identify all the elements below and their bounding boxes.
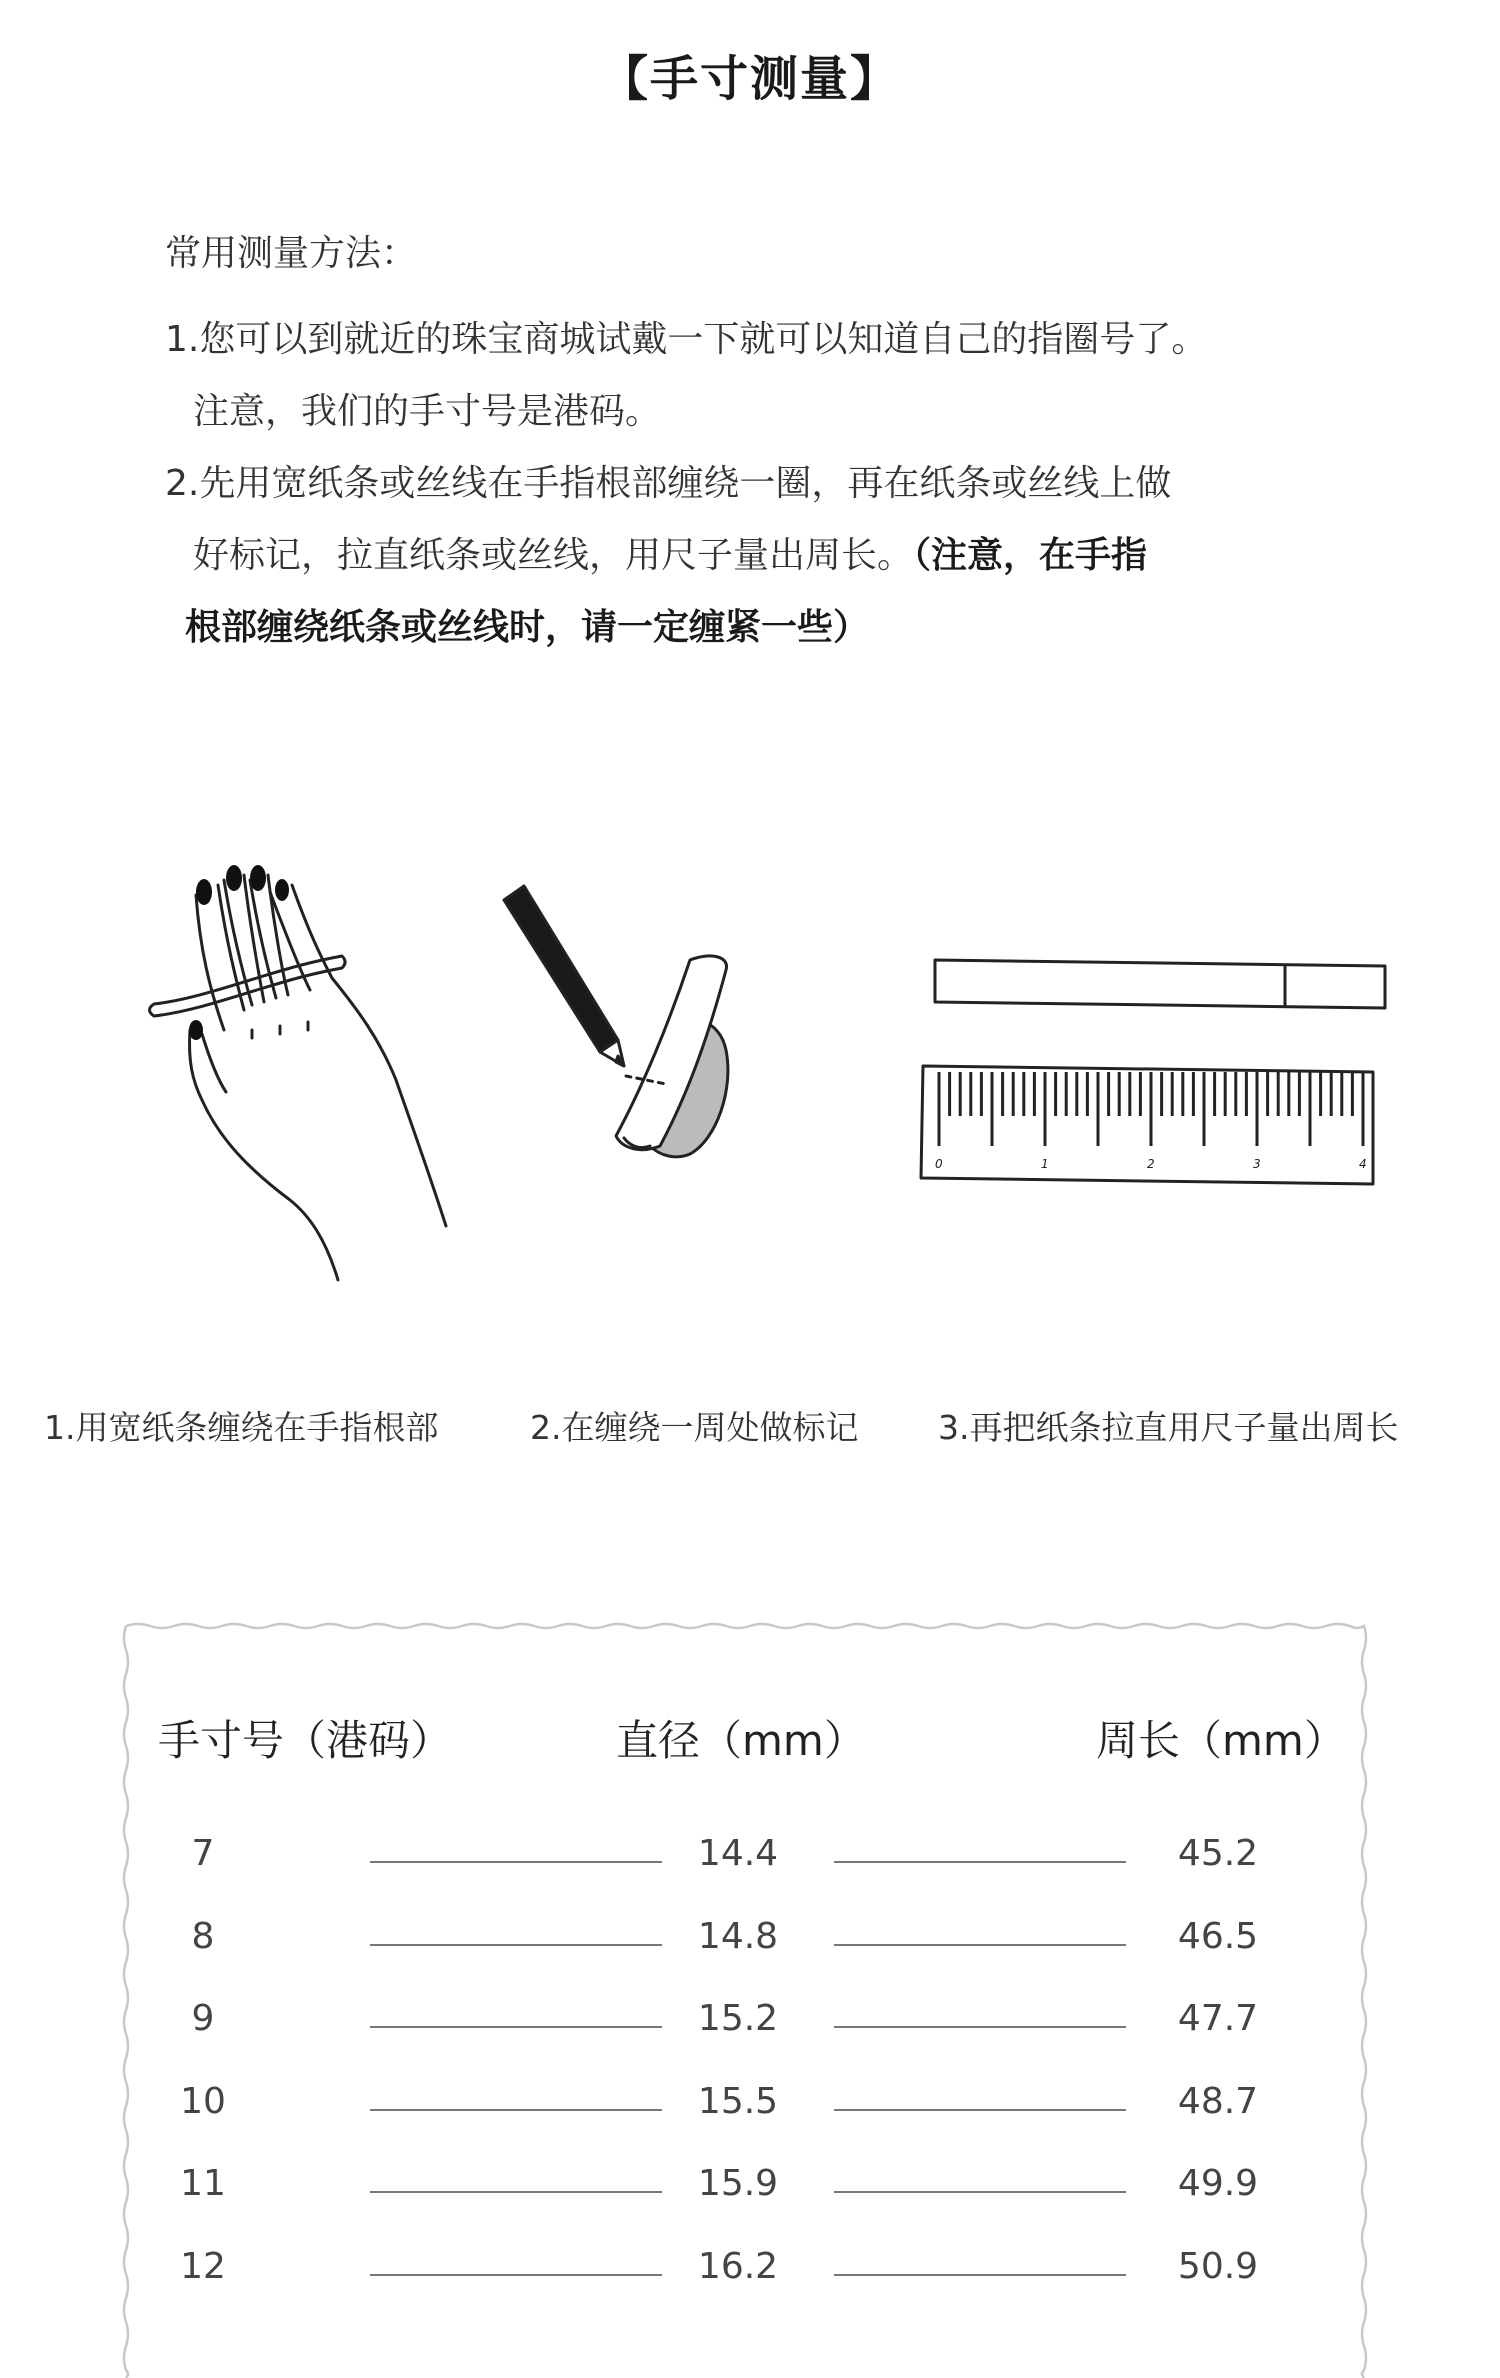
circumference-cell: 48.7: [1177, 2080, 1259, 2122]
row-connector: [834, 2109, 1126, 2111]
step2-line2-text: 好标记，拉直纸条或丝线，用尺子量出周长。: [193, 535, 914, 576]
table-row: [118, 2081, 1372, 2141]
row-connector: [834, 1861, 1126, 1863]
circumference-cell: 50.9: [1177, 2245, 1259, 2287]
header-size: 手寸号（港码）: [158, 1716, 453, 1765]
ruler-tick-label-2: 2: [1147, 1157, 1155, 1171]
diameter-cell: 14.8: [697, 1915, 779, 1957]
page-title: 【手寸测量】: [599, 51, 900, 107]
hand-wrapped-string-icon: [140, 830, 480, 1290]
circumference-cell: 47.7: [1177, 1998, 1259, 2039]
diameter-cell: 15.9: [697, 2163, 779, 2204]
row-connector: [370, 2191, 662, 2193]
step2-note-start: （注意，在手指: [913, 535, 1148, 576]
table-row: [118, 1916, 1372, 1976]
step-captions: [0, 1402, 1500, 1452]
circumference-cell: 46.5: [1177, 1915, 1259, 1957]
step2-line3: [165, 592, 1345, 664]
step2-note-end: 根部缠绕纸条或丝线时，请一定缠紧一些）: [185, 607, 870, 648]
table-header: [118, 1708, 1372, 1768]
measurement-instructions: [165, 218, 1345, 664]
row-connector: [834, 2274, 1126, 2276]
step2-line2: [165, 520, 1345, 592]
row-connector: [370, 2274, 662, 2276]
row-connector: [370, 2026, 662, 2028]
row-connector: [834, 1944, 1126, 1946]
row-connector: [370, 1861, 662, 1863]
row-connector: [370, 2109, 662, 2111]
step1-line1: 1.您可以到就近的珠宝商城试戴一下就可以知道自己的指圈号了。: [165, 319, 1208, 360]
size-cell: 8: [191, 1915, 215, 1957]
row-connector: [370, 1944, 662, 1946]
step-caption-1: 1.用宽纸条缠绕在手指根部: [44, 1408, 439, 1447]
size-cell: 10: [180, 2080, 226, 2122]
diameter-cell: 16.2: [697, 2245, 779, 2287]
ruler-tick-label-4: 4: [1359, 1157, 1367, 1171]
diameter-cell: 15.2: [697, 1998, 779, 2039]
row-connector: [834, 2026, 1126, 2028]
header-diameter: 直径（mm）: [616, 1716, 866, 1765]
step-caption-2: 2.在缠绕一周处做标记: [530, 1408, 859, 1447]
circumference-cell: 49.9: [1177, 2163, 1259, 2204]
measurement-illustrations: [0, 810, 1500, 1290]
step1-line2: 注意，我们的手寸号是港码。: [193, 391, 662, 432]
ring-size-table: [118, 1618, 1372, 2378]
diameter-cell: 14.4: [697, 1833, 779, 1874]
table-row: [118, 2246, 1372, 2306]
diameter-cell: 15.5: [697, 2080, 779, 2122]
pen-marking-paper-ring-icon: [490, 870, 760, 1200]
ruler-tick-label-3: 3: [1253, 1157, 1261, 1171]
size-cell: 9: [191, 1998, 215, 2039]
step-caption-3: 3.再把纸条拉直用尺子量出周长: [938, 1408, 1399, 1447]
table-row: [118, 1998, 1372, 2058]
ruler-tick-label-0: 0: [935, 1157, 943, 1171]
size-cell: 7: [191, 1833, 215, 1874]
circumference-cell: 45.2: [1177, 1833, 1259, 1874]
step2-line1: 2.先用宽纸条或丝线在手指根部缠绕一圈，再在纸条或丝线上做: [165, 463, 1172, 504]
size-cell: 11: [180, 2163, 226, 2204]
instructions-heading: 常用测量方法：: [165, 233, 418, 274]
size-cell: 12: [180, 2245, 226, 2287]
header-circumference: 周长（mm）: [1096, 1716, 1346, 1765]
ruler-tick-label-1: 1: [1041, 1157, 1049, 1171]
table-row: [118, 2163, 1372, 2223]
paper-strip-and-ruler-icon: [905, 950, 1405, 1210]
row-connector: [834, 2191, 1126, 2193]
table-row: [118, 1833, 1372, 1893]
